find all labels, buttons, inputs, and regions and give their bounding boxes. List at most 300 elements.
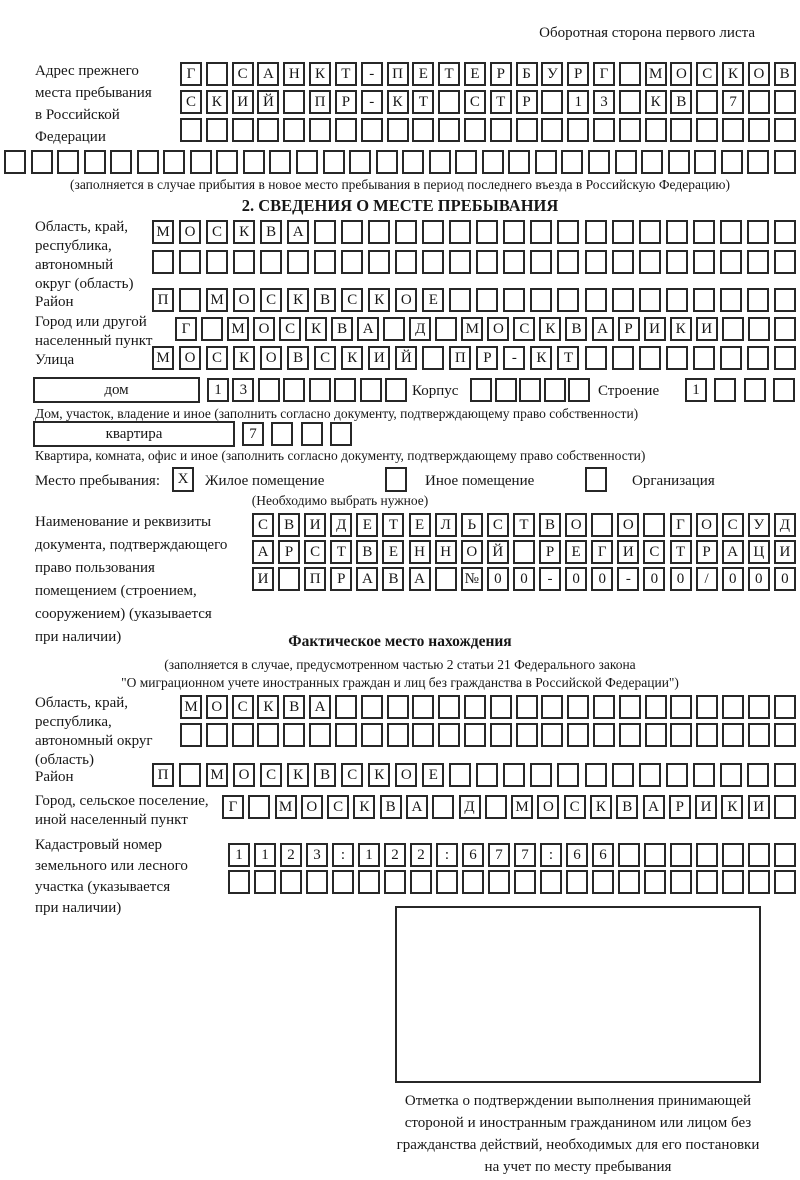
form-cell: Р (539, 540, 561, 564)
form-cell (476, 250, 498, 274)
form-cell: С (206, 220, 228, 244)
form-cell: К (341, 346, 363, 370)
label-line: участка (указывается (35, 879, 171, 895)
form-cell: Н (283, 62, 305, 86)
form-cell (747, 220, 769, 244)
form-cell (639, 250, 661, 274)
form-cell: К (721, 795, 743, 819)
form-cell (287, 250, 309, 274)
form-cell (412, 695, 434, 719)
form-cell (541, 695, 563, 719)
form-cell (696, 118, 718, 142)
form-cell (722, 695, 744, 719)
form-cell (201, 317, 223, 341)
form-cell (4, 150, 26, 174)
form-cell: С (464, 90, 486, 114)
form-cell: В (539, 513, 561, 537)
stay-type-label: Место пребывания: (35, 473, 160, 489)
form-cell: С (314, 346, 336, 370)
form-cell: Ь (461, 513, 483, 537)
form-cell (530, 288, 552, 312)
form-cell: 0 (591, 567, 613, 591)
form-cell (585, 346, 607, 370)
form-cell: 6 (462, 843, 484, 867)
label-line: автономный округ (35, 733, 153, 749)
form-cell (557, 220, 579, 244)
form-cell (544, 378, 566, 402)
label-line: округ (область) (35, 276, 134, 292)
form-cell: 0 (565, 567, 587, 591)
form-cell (503, 250, 525, 274)
form-cell: 0 (513, 567, 535, 591)
form-cell: Г (593, 62, 615, 86)
form-cell: Е (422, 288, 444, 312)
form-cell (585, 250, 607, 274)
form-cell (774, 150, 796, 174)
form-cell (385, 378, 407, 402)
form-cell (668, 150, 690, 174)
form-cell (774, 250, 796, 274)
form-cell: Р (618, 317, 640, 341)
form-cell (612, 220, 634, 244)
form-cell: Р (567, 62, 589, 86)
form-cell: И (695, 795, 717, 819)
form-cell: 1 (685, 378, 707, 402)
form-cell: К (309, 62, 331, 86)
prev-address-note: (заполняется в случае прибытия в новое место пребывания в период последнего въезда в Российскую Федерацию) (69, 177, 731, 192)
form-cell: В (380, 795, 402, 819)
form-cell: С (341, 288, 363, 312)
korpus-label: Корпус (412, 383, 459, 399)
form-cell (422, 220, 444, 244)
stamp-box (395, 906, 761, 1083)
form-cell: С (643, 540, 665, 564)
form-cell (395, 220, 417, 244)
form-cell (747, 763, 769, 787)
form-cell: П (304, 567, 326, 591)
form-cell (232, 723, 254, 747)
form-cell (179, 288, 201, 312)
form-cell (323, 150, 345, 174)
stay-type-checkbox-organization (585, 467, 607, 492)
form-cell (384, 870, 406, 894)
label-line: республика, (35, 238, 112, 254)
form-cell (670, 723, 692, 747)
form-cell (283, 118, 305, 142)
form-cell: 1 (207, 378, 229, 402)
form-cell (260, 250, 282, 274)
form-cell (476, 220, 498, 244)
form-cell (670, 695, 692, 719)
form-cell: Р (278, 540, 300, 564)
prev-address-row-4 (4, 150, 796, 174)
form-cell (722, 317, 744, 341)
form-cell (693, 220, 715, 244)
stroenie-cells (685, 378, 795, 402)
district-row (152, 288, 796, 312)
form-cell (612, 346, 634, 370)
form-cell: О (253, 317, 275, 341)
form-cell (774, 695, 796, 719)
form-cell: Д (774, 513, 796, 537)
form-cell: А (643, 795, 665, 819)
form-cell (283, 378, 305, 402)
form-cell (696, 723, 718, 747)
form-cell: В (314, 763, 336, 787)
form-cell: П (152, 288, 174, 312)
form-cell (744, 378, 766, 402)
form-cell (644, 843, 666, 867)
form-cell (516, 118, 538, 142)
label-line: автономный (35, 257, 114, 273)
form-cell (722, 723, 744, 747)
form-cell: - (539, 567, 561, 591)
form-cell: С (232, 695, 254, 719)
form-cell: П (309, 90, 331, 114)
label-line: на учет по месту пребывания (484, 1159, 672, 1175)
form-cell: 0 (774, 567, 796, 591)
form-cell: Т (557, 346, 579, 370)
form-cell (643, 513, 665, 537)
form-cell (84, 150, 106, 174)
form-cell: Г (222, 795, 244, 819)
form-cell (748, 90, 770, 114)
form-cell: П (387, 62, 409, 86)
form-cell (714, 378, 736, 402)
section2-title: 2. СВЕДЕНИЯ О МЕСТЕ ПРЕБЫВАНИЯ (241, 196, 559, 215)
form-cell: А (406, 795, 428, 819)
actual-district-label: Район (35, 769, 74, 785)
form-cell: А (257, 62, 279, 86)
stroenie-label: Строение (598, 383, 660, 399)
form-cell (540, 870, 562, 894)
form-cell (774, 346, 796, 370)
form-cell: Е (412, 62, 434, 86)
form-cell (696, 90, 718, 114)
house-number-cells (207, 378, 407, 402)
form-cell: И (696, 317, 718, 341)
form-cell: С (696, 62, 718, 86)
form-cell: А (722, 540, 744, 564)
form-cell (301, 422, 323, 446)
form-cell: О (537, 795, 559, 819)
form-cell: А (409, 567, 431, 591)
form-cell (360, 378, 382, 402)
form-cell: К (387, 90, 409, 114)
form-cell: О (260, 346, 282, 370)
form-cell (508, 150, 530, 174)
label-line: Отметка о подтверждении выполнения принимающей (404, 1093, 752, 1109)
form-cell: Г (175, 317, 197, 341)
form-cell (773, 378, 795, 402)
form-cell (383, 317, 405, 341)
form-cell (591, 513, 613, 537)
form-cell: 0 (487, 567, 509, 591)
form-cell (432, 795, 454, 819)
form-cell: И (252, 567, 274, 591)
form-cell (644, 870, 666, 894)
stay-type-option-other: Иное помещение (425, 473, 535, 489)
form-cell (179, 250, 201, 274)
form-cell (645, 118, 667, 142)
form-cell: 0 (748, 567, 770, 591)
form-cell (387, 695, 409, 719)
form-cell (216, 150, 238, 174)
form-cell (720, 346, 742, 370)
label-line: Город, сельское поселение, (35, 793, 209, 809)
house-note: Дом, участок, владение и иное (заполнить согласно документу, подтверждающему право собственности) (35, 406, 639, 421)
form-cell: М (511, 795, 533, 819)
form-cell (666, 288, 688, 312)
form-cell (588, 150, 610, 174)
region-row-2 (152, 250, 796, 274)
form-cell: Д (459, 795, 481, 819)
form-cell (206, 723, 228, 747)
label-line: (область) (35, 752, 94, 768)
actual-location-note-2: "О миграционном учете иностранных граждан и лиц без гражданства в Российской Федерации") (121, 675, 679, 690)
form-cell: О (565, 513, 587, 537)
actual-location-note-1: (заполняется в случае, предусмотренном частью 2 статьи 21 Федерального закона (164, 657, 636, 672)
form-cell: К (590, 795, 612, 819)
form-cell: А (592, 317, 614, 341)
label-line: Федерации (35, 129, 106, 145)
form-cell: 7 (722, 90, 744, 114)
form-cell: О (179, 220, 201, 244)
form-cell (476, 288, 498, 312)
form-cell (722, 870, 744, 894)
form-cell: О (461, 540, 483, 564)
form-cell: С (564, 795, 586, 819)
form-cell (280, 870, 302, 894)
region-label (35, 218, 155, 294)
form-cell: С (341, 763, 363, 787)
form-cell: Т (438, 62, 460, 86)
form-cell (639, 763, 661, 787)
form-cell (530, 763, 552, 787)
form-cell (490, 118, 512, 142)
form-cell: М (206, 288, 228, 312)
form-cell (233, 250, 255, 274)
form-cell (720, 763, 742, 787)
cadastral-row-1 (228, 843, 796, 867)
form-cell (670, 870, 692, 894)
form-cell (278, 567, 300, 591)
form-cell: Е (382, 540, 404, 564)
form-cell: И (368, 346, 390, 370)
form-cell (257, 118, 279, 142)
form-cell: М (227, 317, 249, 341)
form-cell: О (233, 763, 255, 787)
form-cell: А (309, 695, 331, 719)
form-cell (722, 118, 744, 142)
form-cell (464, 118, 486, 142)
form-cell (495, 378, 517, 402)
form-cell: С (279, 317, 301, 341)
form-cell: № (461, 567, 483, 591)
form-cell (438, 90, 460, 114)
form-cell (585, 763, 607, 787)
form-cell (722, 843, 744, 867)
form-cell (693, 346, 715, 370)
form-cell: Т (382, 513, 404, 537)
form-cell (568, 378, 590, 402)
form-cell: Т (335, 62, 357, 86)
form-cell: К (368, 288, 390, 312)
label-line: Область, край, (35, 695, 129, 711)
form-cell: 1 (358, 843, 380, 867)
form-cell (696, 870, 718, 894)
form-cell (774, 118, 796, 142)
form-cell (693, 763, 715, 787)
stamp-caption (375, 1090, 781, 1178)
form-cell: К (353, 795, 375, 819)
label-line: сооружением) (указывается (35, 606, 212, 622)
form-cell (110, 150, 132, 174)
form-cell (748, 317, 770, 341)
form-cell: М (461, 317, 483, 341)
apartment-box: квартира (33, 421, 235, 447)
form-cell: О (670, 62, 692, 86)
form-cell: Д (409, 317, 431, 341)
form-cell (530, 220, 552, 244)
form-cell: О (696, 513, 718, 537)
form-cell (422, 346, 444, 370)
form-cell: С (206, 346, 228, 370)
form-cell: 1 (567, 90, 589, 114)
form-cell (306, 870, 328, 894)
form-cell (429, 150, 451, 174)
form-cell (747, 288, 769, 312)
form-cell (747, 150, 769, 174)
form-cell: В (314, 288, 336, 312)
form-cell: Т (670, 540, 692, 564)
form-cell (470, 378, 492, 402)
form-cell (206, 62, 228, 86)
form-cell: 3 (306, 843, 328, 867)
form-cell (462, 870, 484, 894)
form-cell: М (275, 795, 297, 819)
label-line: иной населенный пункт (35, 812, 188, 828)
form-cell (335, 118, 357, 142)
stay-type-checkbox-other (385, 467, 407, 492)
form-cell: О (617, 513, 639, 537)
form-cell (438, 723, 460, 747)
form-cell: С (487, 513, 509, 537)
form-cell: К (287, 763, 309, 787)
form-cell: К (287, 288, 309, 312)
prev-address-row-2 (180, 90, 796, 114)
form-cell: В (287, 346, 309, 370)
form-cell: 3 (232, 378, 254, 402)
form-cell: Р (476, 346, 498, 370)
form-cell: Н (435, 540, 457, 564)
form-cell: О (206, 695, 228, 719)
form-cell: Т (513, 513, 535, 537)
form-cell: С (327, 795, 349, 819)
form-cell: Т (490, 90, 512, 114)
form-cell (639, 220, 661, 244)
form-cell (368, 250, 390, 274)
form-cell: В (283, 695, 305, 719)
form-cell (449, 288, 471, 312)
form-cell (721, 150, 743, 174)
form-cell (376, 150, 398, 174)
form-cell: 3 (593, 90, 615, 114)
form-cell (774, 90, 796, 114)
form-cell (748, 843, 770, 867)
form-cell: С (180, 90, 202, 114)
form-cell (541, 723, 563, 747)
form-cell: Н (409, 540, 431, 564)
form-cell (693, 250, 715, 274)
form-cell (490, 723, 512, 747)
form-cell: 6 (566, 843, 588, 867)
form-cell (694, 150, 716, 174)
stay-type-checkbox-residential: X (172, 467, 194, 492)
form-cell (314, 220, 336, 244)
form-cell: К (257, 695, 279, 719)
form-cell: О (179, 346, 201, 370)
form-cell: В (774, 62, 796, 86)
form-cell (464, 723, 486, 747)
form-cell: М (180, 695, 202, 719)
form-cell (271, 422, 293, 446)
form-cell (619, 723, 641, 747)
form-cell: Р (516, 90, 538, 114)
label-line: земельного или лесного (35, 858, 188, 874)
form-cell (619, 62, 641, 86)
form-cell (535, 150, 557, 174)
form-cell (639, 346, 661, 370)
form-cell (666, 763, 688, 787)
form-cell (557, 763, 579, 787)
form-cell (31, 150, 53, 174)
form-cell (619, 695, 641, 719)
label-line: Наименование и реквизиты (35, 514, 212, 530)
document-row-1 (252, 513, 796, 537)
form-cell (163, 150, 185, 174)
form-cell: Й (257, 90, 279, 114)
form-cell: 1 (228, 843, 250, 867)
form-cell (619, 118, 641, 142)
form-cell: 0 (643, 567, 665, 591)
form-cell (666, 250, 688, 274)
form-cell (482, 150, 504, 174)
form-cell: В (670, 90, 692, 114)
label-line: Адрес прежнего (35, 63, 139, 79)
stay-type-note: (Необходимо выбрать нужное) (251, 493, 429, 508)
form-cell: К (368, 763, 390, 787)
form-cell: Е (356, 513, 378, 537)
form-cell (254, 870, 276, 894)
form-cell (248, 795, 270, 819)
form-cell (557, 250, 579, 274)
form-cell: М (152, 346, 174, 370)
form-cell (358, 870, 380, 894)
document-row-3 (252, 567, 796, 591)
form-cell (566, 870, 588, 894)
form-cell (258, 378, 280, 402)
form-cell: С (722, 513, 744, 537)
city-row (175, 317, 796, 341)
form-cell (774, 220, 796, 244)
form-cell (696, 695, 718, 719)
form-cell (774, 723, 796, 747)
form-cell: А (252, 540, 274, 564)
form-cell: Р (330, 567, 352, 591)
form-cell (435, 567, 457, 591)
form-cell (670, 843, 692, 867)
